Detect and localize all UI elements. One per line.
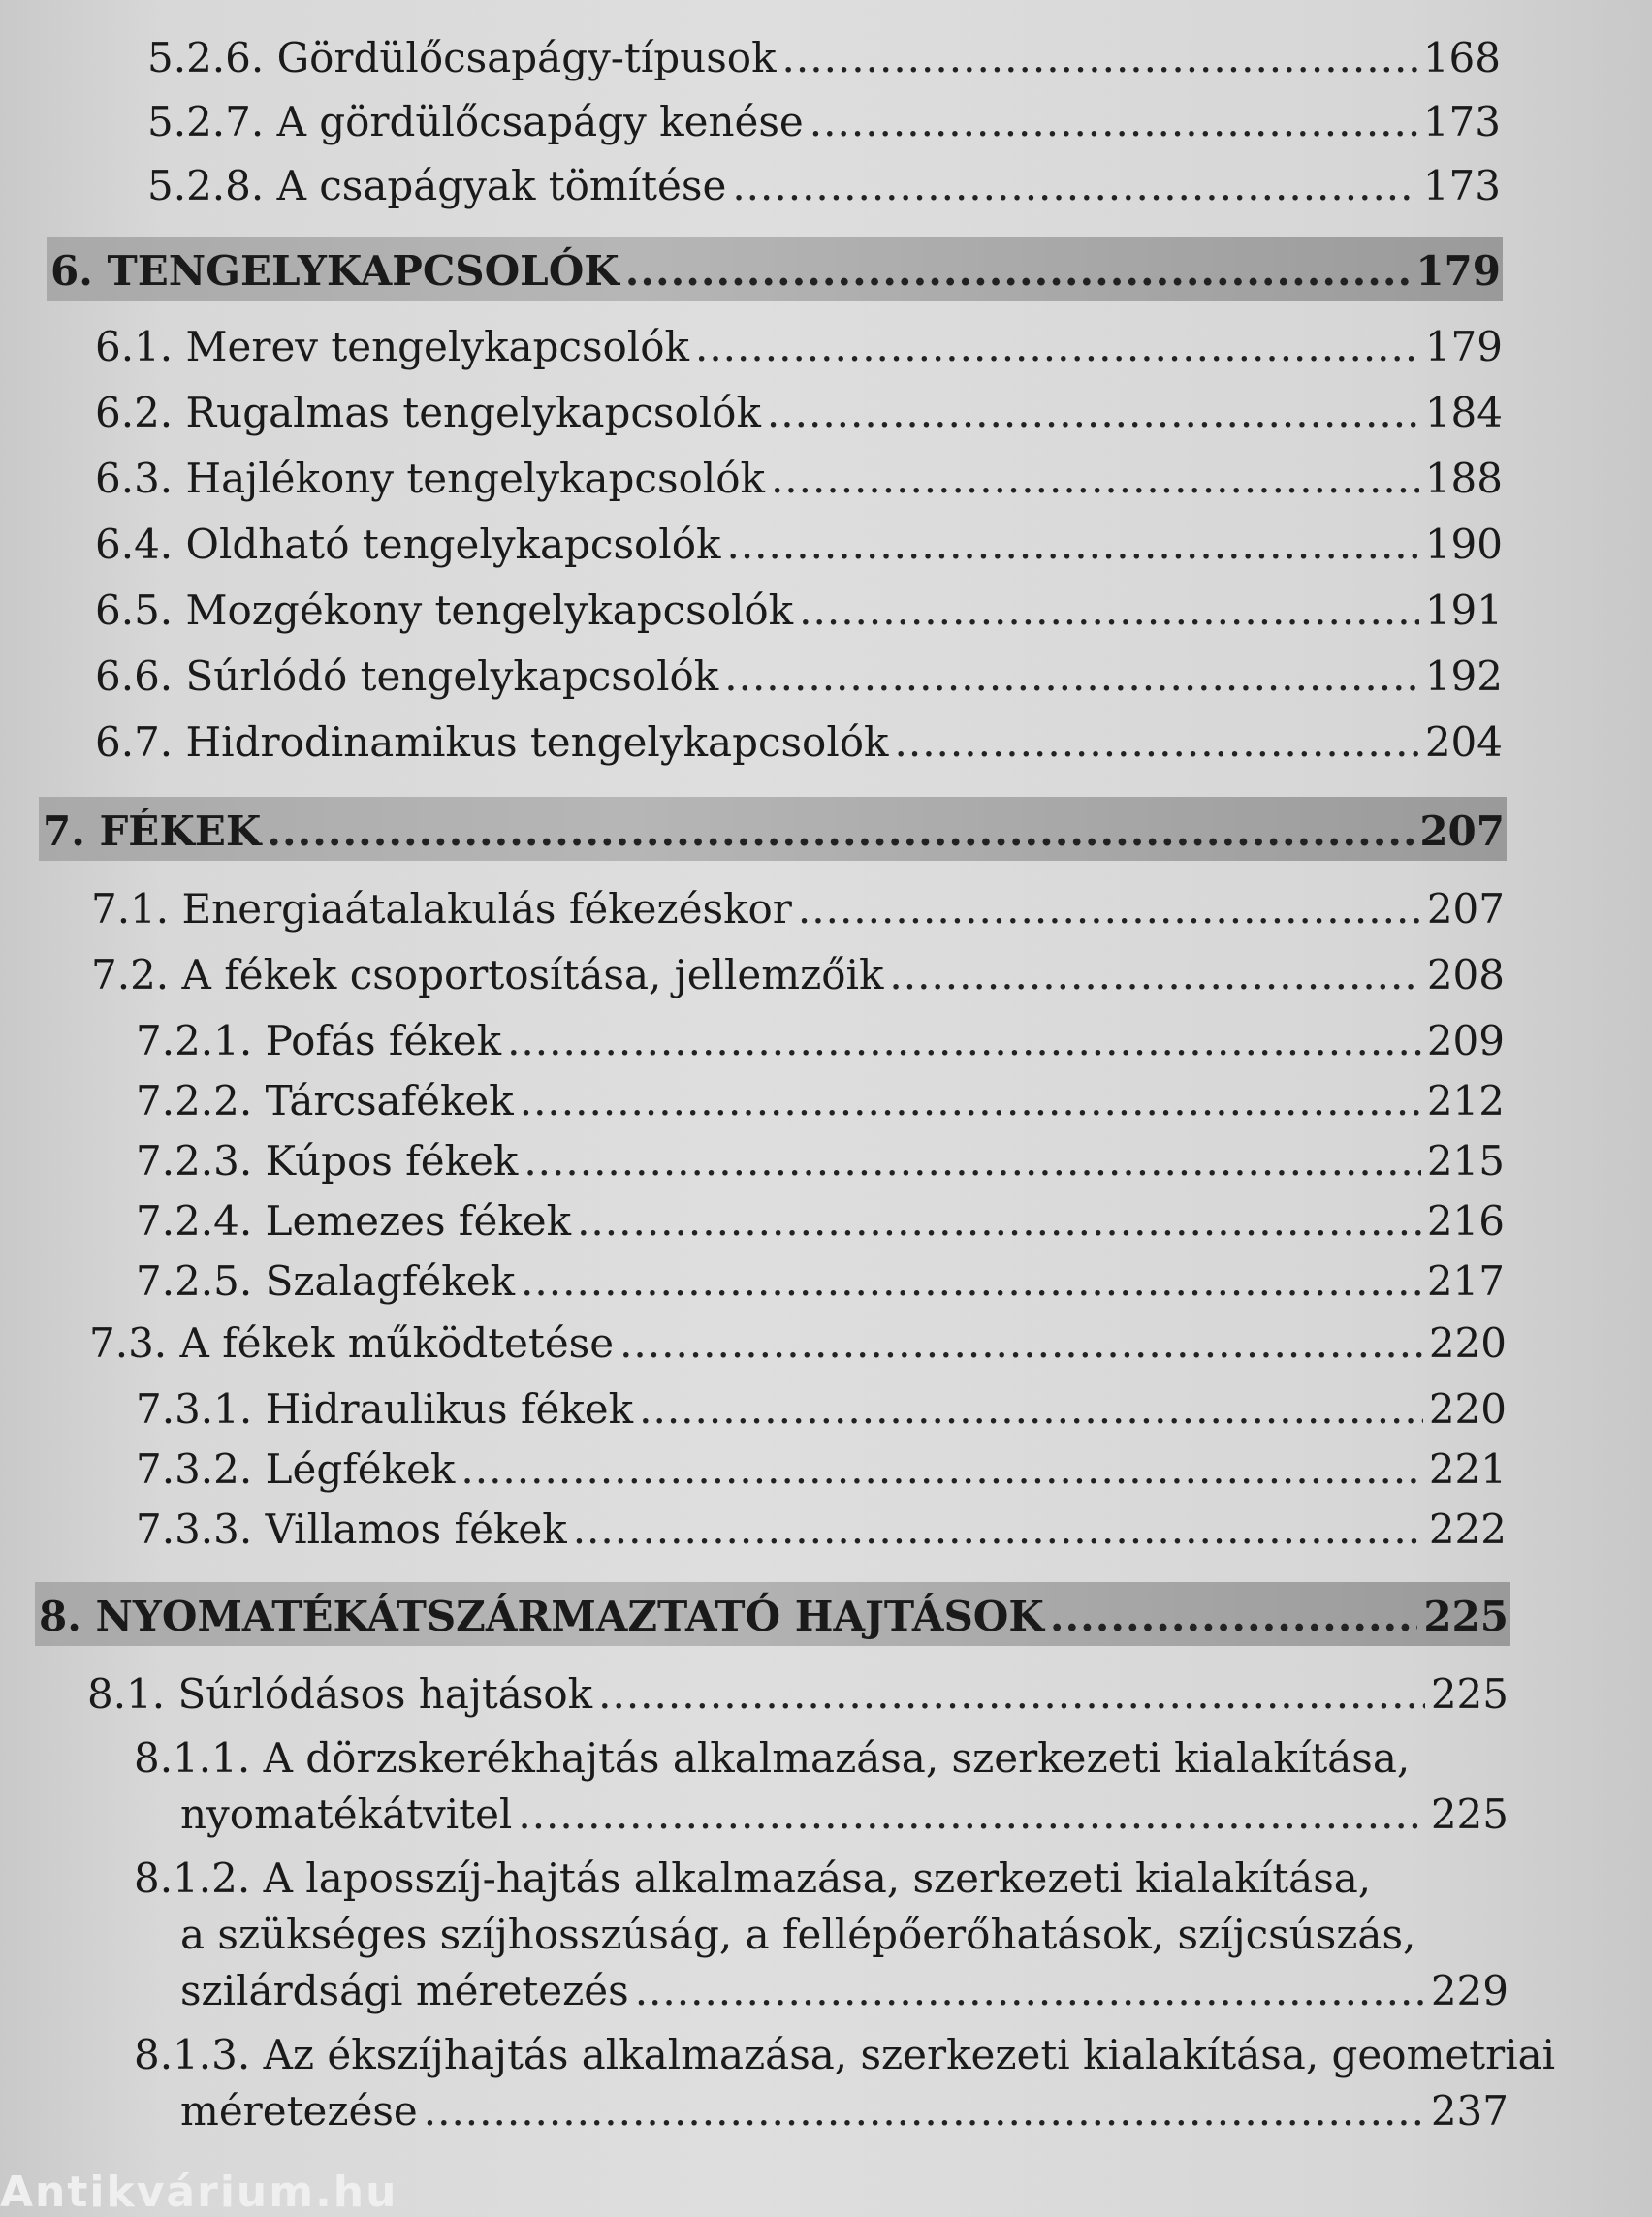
entry-title-line: A laposszíj-hajtás alkalmazása, szerkezeti kialakítása, bbox=[263, 1854, 1372, 1902]
leader-dots bbox=[798, 882, 1421, 936]
page-number: 204 bbox=[1424, 718, 1503, 766]
entry-title: Lemezes fékek bbox=[265, 1197, 572, 1245]
entry-number: 8.1.2. bbox=[134, 1854, 251, 1902]
page-number: 217 bbox=[1426, 1257, 1505, 1305]
entry-title: A fékek csoportosítása, jellemzőik bbox=[181, 951, 884, 998]
entry-number: 7.2.5. bbox=[136, 1257, 253, 1305]
entry-title-line: nyomatékátvitel bbox=[180, 1790, 513, 1838]
toc-entry-7-2-5 bbox=[136, 1254, 1505, 1309]
page-number: 179 bbox=[1424, 323, 1503, 370]
page-number: 215 bbox=[1426, 1137, 1505, 1185]
leader-dots bbox=[625, 244, 1411, 299]
page-number: 208 bbox=[1426, 951, 1505, 998]
leader-dots bbox=[695, 320, 1419, 374]
entry-number: 7.3.1. bbox=[136, 1385, 253, 1433]
entry-title-line: Az ékszíjhajtás alkalmazása, szerkezeti kialakítása, geometriai bbox=[263, 2031, 1556, 2078]
page-number: 225 bbox=[1430, 1790, 1509, 1838]
page-number: 191 bbox=[1424, 586, 1503, 634]
chapter-heading-6 bbox=[50, 244, 1501, 299]
entry-title: Szalagfékek bbox=[265, 1257, 516, 1305]
entry-title: Súrlódásos hajtások bbox=[177, 1670, 593, 1718]
entry-title: Merev tengelykapcsolók bbox=[185, 323, 689, 370]
toc-entry-6-4 bbox=[95, 518, 1503, 572]
toc-entry-8-1-2-line2 bbox=[180, 1908, 1415, 1962]
entry-number: 7.2. bbox=[91, 951, 170, 998]
entry-title-line: a szükséges szíjhosszúság, a fellépőerőhatások, szíjcsúszás, bbox=[180, 1911, 1416, 1958]
leader-dots bbox=[895, 715, 1419, 770]
toc-entry-8-1-3-line1 bbox=[134, 2028, 1555, 2082]
entry-title: Pofás fékek bbox=[265, 1017, 502, 1064]
page-number: 168 bbox=[1422, 34, 1501, 81]
entry-title: A csapágyak tömítése bbox=[276, 162, 727, 209]
chapter-number: 7. bbox=[43, 808, 85, 855]
chapter-number: 8. bbox=[39, 1593, 81, 1640]
toc-entry-7-2-2 bbox=[136, 1074, 1505, 1128]
chapter-title: NYOMATÉKÁTSZÁRMAZTATÓ HAJTÁSOK bbox=[95, 1593, 1044, 1640]
entry-number: 6.1. bbox=[95, 323, 174, 370]
entry-title: Oldható tengelykapcsolók bbox=[185, 521, 721, 568]
page-number: 212 bbox=[1426, 1077, 1505, 1124]
entry-title-line: méretezése bbox=[180, 2087, 418, 2135]
leader-dots bbox=[639, 1382, 1423, 1437]
entry-title: Légfékek bbox=[265, 1445, 456, 1493]
toc-entry-6-7 bbox=[95, 715, 1503, 770]
page-number: 237 bbox=[1430, 2087, 1509, 2135]
toc-entry-5-2-6 bbox=[147, 31, 1501, 85]
page-number: 225 bbox=[1430, 1670, 1509, 1718]
entry-title: Villamos fékek bbox=[265, 1505, 567, 1553]
leader-dots bbox=[520, 1074, 1421, 1128]
leader-dots bbox=[524, 1134, 1421, 1188]
toc-entry-5-2-7 bbox=[147, 95, 1501, 149]
entry-title: Mozgékony tengelykapcsolók bbox=[185, 586, 794, 634]
entry-number: 6.7. bbox=[95, 718, 174, 766]
page-number: 192 bbox=[1424, 652, 1503, 700]
leader-dots bbox=[620, 1316, 1423, 1371]
toc-entry-7-3-3 bbox=[136, 1503, 1507, 1557]
leader-dots bbox=[810, 95, 1417, 149]
entry-title: Gördülőcsapágy-típusok bbox=[276, 34, 777, 81]
page-number: 220 bbox=[1428, 1385, 1507, 1433]
page-number: 207 bbox=[1419, 808, 1505, 855]
leader-dots bbox=[577, 1194, 1421, 1249]
toc-entry-8-1-3-line2 bbox=[180, 2084, 1509, 2138]
leader-dots bbox=[1050, 1590, 1417, 1644]
leader-dots bbox=[521, 1254, 1421, 1309]
entry-number: 8.1. bbox=[87, 1670, 166, 1718]
page-number: 220 bbox=[1428, 1319, 1507, 1367]
entry-title: Kúpos fékek bbox=[265, 1137, 519, 1185]
entry-title: Energiaátalakulás fékezéskor bbox=[181, 885, 792, 933]
toc-entry-7-2-1 bbox=[136, 1014, 1505, 1068]
leader-dots bbox=[782, 31, 1417, 85]
leader-dots bbox=[424, 2084, 1425, 2138]
toc-entry-8-1-2-line3 bbox=[180, 1964, 1509, 2018]
toc-entry-8-1-1-line1 bbox=[134, 1731, 1410, 1786]
entry-number: 8.1.3. bbox=[134, 2031, 251, 2078]
leader-dots bbox=[598, 1667, 1425, 1722]
page-number: 184 bbox=[1424, 389, 1503, 436]
leader-dots bbox=[635, 1964, 1425, 2018]
entry-number: 8.1.1. bbox=[134, 1734, 251, 1782]
entry-title: Hidrodinamikus tengelykapcsolók bbox=[185, 718, 889, 766]
leader-dots bbox=[799, 584, 1419, 638]
leader-dots bbox=[724, 649, 1419, 704]
leader-dots bbox=[889, 948, 1420, 1002]
entry-title: Hidraulikus fékek bbox=[265, 1385, 634, 1433]
chapter-title: TENGELYKAPCSOLÓK bbox=[107, 247, 620, 295]
entry-title: Rugalmas tengelykapcsolók bbox=[185, 389, 761, 436]
chapter-heading-7 bbox=[43, 805, 1505, 859]
chapter-number: 6. bbox=[50, 247, 93, 295]
entry-title: Tárcsafékek bbox=[265, 1077, 514, 1124]
toc-entry-7-2 bbox=[91, 948, 1505, 1002]
entry-number: 6.6. bbox=[95, 652, 174, 700]
toc-entry-7-3 bbox=[89, 1316, 1507, 1371]
leader-dots bbox=[732, 159, 1417, 213]
page-number: 179 bbox=[1415, 247, 1501, 295]
leader-dots bbox=[573, 1503, 1423, 1557]
page-number: 216 bbox=[1426, 1197, 1505, 1245]
leader-dots bbox=[771, 452, 1419, 506]
page-number: 190 bbox=[1424, 521, 1503, 568]
leader-dots bbox=[267, 805, 1414, 859]
page-number: 229 bbox=[1430, 1967, 1509, 2014]
leader-dots bbox=[518, 1788, 1424, 1842]
entry-number: 6.3. bbox=[95, 455, 174, 502]
toc-entry-7-3-1 bbox=[136, 1382, 1507, 1437]
entry-number: 5.2.7. bbox=[147, 98, 265, 145]
toc-entry-7-2-3 bbox=[136, 1134, 1505, 1188]
watermark: Antikvárium.hu bbox=[0, 2168, 398, 2217]
entry-title-line: A dörzskerékhajtás alkalmazása, szerkezeti kialakítása, bbox=[263, 1734, 1411, 1782]
entry-title-line: szilárdsági méretezés bbox=[180, 1967, 629, 2014]
page-number: 188 bbox=[1424, 455, 1503, 502]
entry-number: 6.4. bbox=[95, 521, 174, 568]
leader-dots bbox=[726, 518, 1418, 572]
page-number: 225 bbox=[1423, 1593, 1509, 1640]
page-number: 173 bbox=[1422, 98, 1501, 145]
toc-entry-7-1 bbox=[91, 882, 1505, 936]
entry-title: A gördülőcsapágy kenése bbox=[276, 98, 804, 145]
page-number: 209 bbox=[1426, 1017, 1505, 1064]
page-number: 222 bbox=[1428, 1505, 1507, 1553]
toc-entry-7-2-4 bbox=[136, 1194, 1505, 1249]
toc-entry-6-6 bbox=[95, 649, 1503, 704]
entry-number: 7.2.3. bbox=[136, 1137, 253, 1185]
page-number: 173 bbox=[1422, 162, 1501, 209]
toc-entry-6-2 bbox=[95, 386, 1503, 440]
toc-entry-6-5 bbox=[95, 584, 1503, 638]
entry-number: 7.1. bbox=[91, 885, 170, 933]
toc-entry-6-1 bbox=[95, 320, 1503, 374]
toc-entry-7-3-2 bbox=[136, 1442, 1507, 1497]
leader-dots bbox=[461, 1442, 1422, 1497]
entry-number: 6.5. bbox=[95, 586, 174, 634]
entry-number: 6.2. bbox=[95, 389, 174, 436]
page-number: 207 bbox=[1426, 885, 1505, 933]
entry-number: 5.2.6. bbox=[147, 34, 265, 81]
leader-dots bbox=[767, 386, 1419, 440]
toc-entry-8-1-1-line2 bbox=[180, 1788, 1509, 1842]
toc-entry-8-1-2-line1 bbox=[134, 1852, 1371, 1906]
entry-number: 7.2.1. bbox=[136, 1017, 253, 1064]
entry-number: 7.3. bbox=[89, 1319, 168, 1367]
entry-number: 7.2.2. bbox=[136, 1077, 253, 1124]
entry-title: Súrlódó tengelykapcsolók bbox=[185, 652, 719, 700]
chapter-heading-8 bbox=[39, 1590, 1509, 1644]
chapter-title: FÉKEK bbox=[99, 808, 262, 855]
entry-number: 7.2.4. bbox=[136, 1197, 253, 1245]
entry-number: 5.2.8. bbox=[147, 162, 265, 209]
leader-dots bbox=[507, 1014, 1421, 1068]
page-number: 221 bbox=[1428, 1445, 1507, 1493]
entry-number: 7.3.3. bbox=[136, 1505, 253, 1553]
entry-title: A fékek működtetése bbox=[179, 1319, 615, 1367]
entry-number: 7.3.2. bbox=[136, 1445, 253, 1493]
entry-title: Hajlékony tengelykapcsolók bbox=[185, 455, 765, 502]
toc-entry-8-1 bbox=[87, 1667, 1509, 1722]
toc-entry-6-3 bbox=[95, 452, 1503, 506]
toc-entry-5-2-8 bbox=[147, 159, 1501, 213]
